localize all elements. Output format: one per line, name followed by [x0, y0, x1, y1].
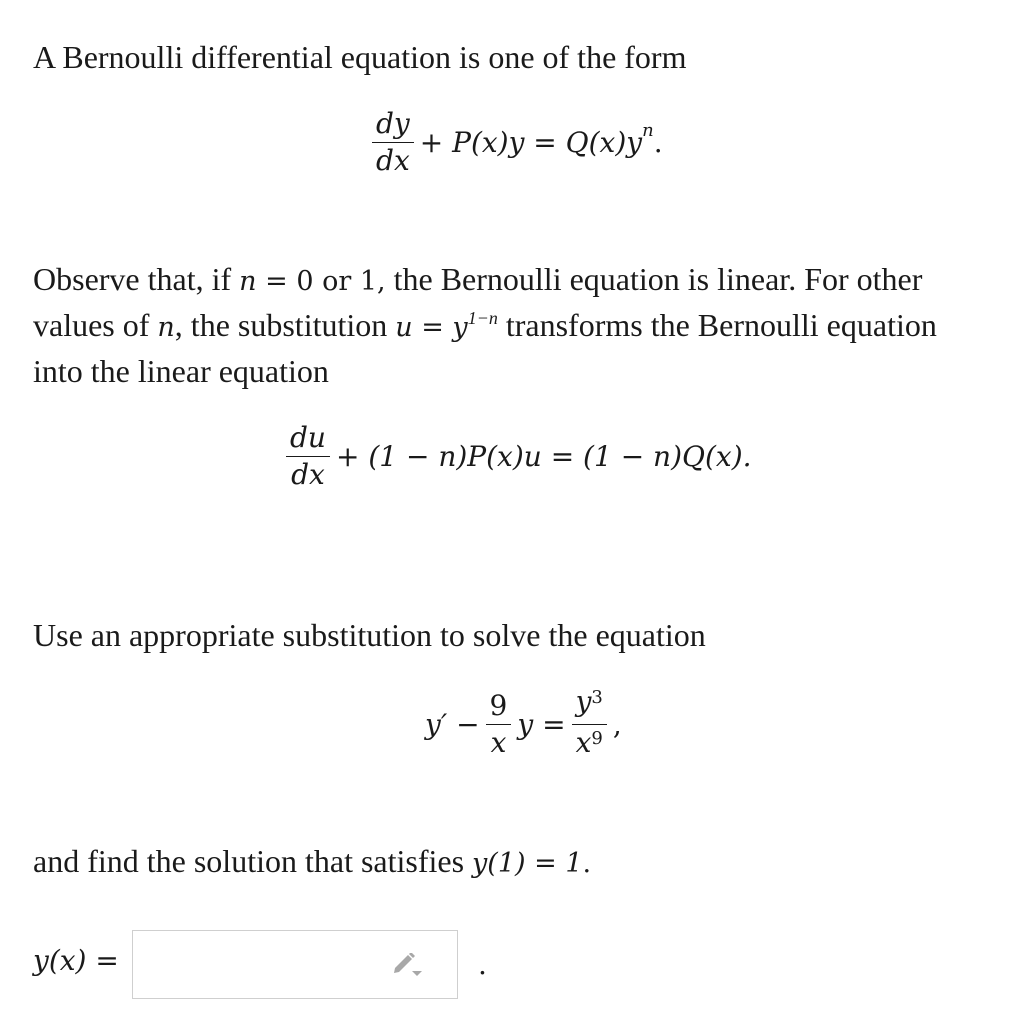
period: . — [582, 848, 592, 879]
initial-condition: y(1) = 1 — [472, 848, 583, 879]
nine-over-x-fraction — [486, 690, 512, 759]
fraction-numerator — [572, 686, 607, 725]
base: x — [575, 726, 592, 759]
equation-rest: + P(x)y = Q(x)y — [419, 126, 643, 159]
fraction-denominator: x — [490, 726, 507, 759]
bernoulli-equation — [366, 108, 663, 177]
du-dx-fraction — [286, 422, 330, 491]
fraction-numerator: du — [286, 422, 330, 457]
text: the Bernoulli equation is linear. For other — [385, 261, 923, 297]
text: and find the solution that satisfies — [33, 843, 473, 879]
paragraph-line-3: into the linear equation — [33, 353, 329, 389]
answer-input[interactable] — [132, 930, 458, 999]
equation-rest: + (1 − n)P(x)u = (1 − n)Q(x). — [335, 440, 752, 473]
equation-end: , — [612, 708, 622, 741]
fraction-denominator: dx — [376, 144, 410, 177]
text: values of — [33, 307, 158, 343]
exponent: n — [642, 120, 654, 141]
answer-period: . — [478, 948, 487, 981]
instruction-text: Use an appropriate substitution to solve the equation — [33, 617, 706, 653]
paragraph-line-2 — [33, 302, 937, 353]
equation-end: . — [653, 126, 663, 159]
paragraph-line-1 — [33, 256, 922, 305]
math-n: n — [239, 266, 257, 297]
linear-equation — [280, 422, 752, 491]
fraction-numerator: 9 — [486, 690, 512, 725]
exponent: 1−n — [467, 308, 498, 328]
lhs: y′ − — [425, 708, 480, 741]
dy-dx-fraction — [372, 108, 414, 177]
exponent: 3 — [591, 687, 603, 708]
fraction-denominator — [572, 725, 607, 763]
text: , the substitution — [174, 307, 396, 343]
base: y — [575, 685, 592, 718]
math-eq: = 0 or 1, — [256, 266, 386, 297]
answer-label-text: y(x) = — [33, 944, 119, 977]
middle: y = — [517, 708, 566, 741]
fraction-denominator: dx — [291, 458, 325, 491]
pencil-dropdown-icon[interactable] — [391, 953, 423, 979]
problem-equation — [425, 686, 622, 763]
math-substitution: u = y — [395, 312, 468, 343]
math-n: n — [157, 312, 175, 343]
answer-label — [33, 944, 119, 977]
condition-text — [33, 838, 591, 887]
text: Observe that, if — [33, 261, 240, 297]
exponent: 9 — [591, 728, 603, 749]
text: transforms the Bernoulli equation — [497, 307, 937, 343]
y3-over-x9-fraction — [572, 686, 607, 763]
fraction-numerator: dy — [372, 108, 414, 143]
intro-text: A Bernoulli differential equation is one of the form — [33, 39, 687, 75]
